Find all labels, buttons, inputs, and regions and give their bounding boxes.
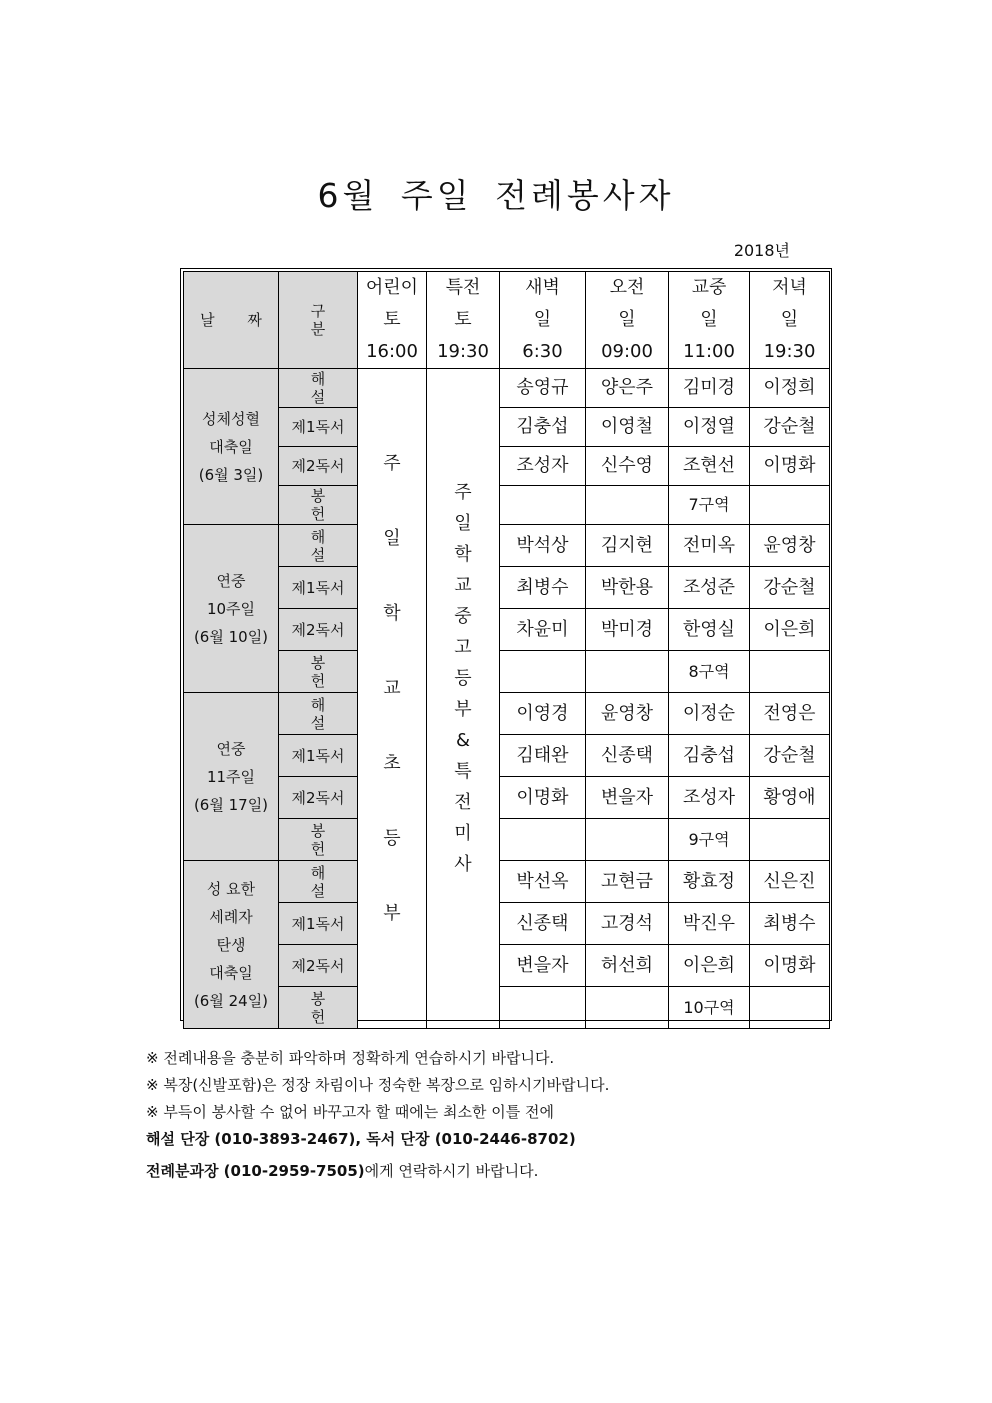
note-3: ※ 부득이 봉사할 수 없어 바꾸고자 할 때에는 최소한 이틀 전에	[146, 1103, 555, 1121]
name-cell: 변을자	[586, 777, 669, 819]
name-cell: 이은희	[669, 945, 750, 987]
name-cell: 조성준	[669, 567, 750, 609]
name-cell: 이명화	[500, 777, 586, 819]
name-cell: 최병수	[750, 903, 830, 945]
name-cell	[500, 486, 586, 525]
name-cell: 이명화	[750, 447, 830, 486]
table-row	[184, 609, 830, 651]
name-cell: 김지현	[586, 525, 669, 567]
date-cell: 성체성혈 대축일 (6월 3일)	[184, 369, 279, 525]
contact-liturgy-head: 전례분과장 (010-2959-7505)	[146, 1162, 365, 1180]
name-cell: 이영경	[500, 693, 586, 735]
table-row	[184, 651, 830, 693]
name-cell	[750, 819, 830, 861]
name-cell	[586, 651, 669, 693]
name-cell: 박석상	[500, 525, 586, 567]
name-cell: 조현선	[669, 447, 750, 486]
name-cell: 조성자	[669, 777, 750, 819]
schedule-table	[183, 271, 830, 1029]
role-cell: 제2독서	[279, 777, 358, 819]
role-cell: 해 설	[279, 861, 358, 903]
name-cell	[750, 987, 830, 1029]
role-cell: 봉 헌	[279, 819, 358, 861]
role-cell: 봉 헌	[279, 486, 358, 525]
name-cell: 이명화	[750, 945, 830, 987]
vertical-children-school: 주 일 학 교 초 등 부	[358, 369, 427, 1029]
name-cell: 한영실	[669, 609, 750, 651]
name-cell: 김충섭	[669, 735, 750, 777]
role-cell: 해 설	[279, 369, 358, 408]
contact-line-2-rest: 에게 연락하시기 바랍니다.	[364, 1162, 539, 1180]
name-cell: 김미경	[669, 369, 750, 408]
role-cell: 해 설	[279, 525, 358, 567]
name-cell: 이은희	[750, 609, 830, 651]
name-cell: 이정순	[669, 693, 750, 735]
name-cell	[586, 486, 669, 525]
name-cell: 이정열	[669, 408, 750, 447]
date-cell: 연중 10주일 (6월 10일)	[184, 525, 279, 693]
name-cell: 이영철	[586, 408, 669, 447]
table-row	[184, 369, 830, 408]
page-title: 6월 주일 전례봉사자	[317, 176, 675, 215]
role-cell: 제1독서	[279, 567, 358, 609]
name-cell: 최병수	[500, 567, 586, 609]
table-row	[184, 693, 830, 735]
header-category: 구 분	[279, 272, 358, 369]
name-cell: 신수영	[586, 447, 669, 486]
table-row	[184, 903, 830, 945]
name-cell: 전영은	[750, 693, 830, 735]
name-cell	[750, 651, 830, 693]
role-cell: 봉 헌	[279, 987, 358, 1029]
header-mass-main: 교중 일 11:00	[669, 272, 750, 369]
name-cell: 강순철	[750, 408, 830, 447]
name-cell: 이정희	[750, 369, 830, 408]
table-row	[184, 987, 830, 1029]
name-cell: 박한용	[586, 567, 669, 609]
vertical-youth-special-mass: 주 일 학 교 중 고 등 부 & 특 전 미 사	[427, 369, 500, 1029]
name-cell: 10구역	[669, 987, 750, 1029]
name-cell: 황영애	[750, 777, 830, 819]
role-cell: 제1독서	[279, 903, 358, 945]
name-cell: 양은주	[586, 369, 669, 408]
notes	[146, 1045, 609, 1185]
name-cell: 강순철	[750, 567, 830, 609]
name-cell: 송영규	[500, 369, 586, 408]
name-cell: 박선옥	[500, 861, 586, 903]
table-row	[184, 486, 830, 525]
name-cell: 윤영창	[750, 525, 830, 567]
header-mass-morning: 오전 일 09:00	[586, 272, 669, 369]
name-cell: 조성자	[500, 447, 586, 486]
note-2: ※ 복장(신발포함)은 정장 차림이나 정숙한 복장으로 임하시기바랍니다.	[146, 1076, 610, 1094]
name-cell: 신은진	[750, 861, 830, 903]
name-cell: 고경석	[586, 903, 669, 945]
table-row	[184, 447, 830, 486]
name-cell: 차윤미	[500, 609, 586, 651]
name-cell: 변을자	[500, 945, 586, 987]
contact-line-2	[146, 1158, 609, 1185]
table-row	[184, 945, 830, 987]
note-1: ※ 전례내용을 충분히 파악하며 정확하게 연습하시기 바랍니다.	[146, 1049, 555, 1067]
role-cell: 제2독서	[279, 447, 358, 486]
header-date: 날 짜	[184, 272, 279, 369]
name-cell	[500, 987, 586, 1029]
name-cell: 박미경	[586, 609, 669, 651]
role-cell: 봉 헌	[279, 651, 358, 693]
header-mass-special: 특전 토 19:30	[427, 272, 500, 369]
table-row	[184, 861, 830, 903]
name-cell	[586, 819, 669, 861]
name-cell: 7구역	[669, 486, 750, 525]
role-cell: 제1독서	[279, 735, 358, 777]
header-mass-evening: 저녁 일 19:30	[750, 272, 830, 369]
date-cell: 연중 11주일 (6월 17일)	[184, 693, 279, 861]
name-cell: 허선희	[586, 945, 669, 987]
role-cell: 제2독서	[279, 609, 358, 651]
name-cell: 김태완	[500, 735, 586, 777]
table-row	[184, 819, 830, 861]
name-cell	[500, 651, 586, 693]
table-row	[184, 735, 830, 777]
name-cell: 고현금	[586, 861, 669, 903]
name-cell: 강순철	[750, 735, 830, 777]
contact-line-1: 해설 단장 (010-3893-2467), 독서 단장 (010-2446-8702)	[146, 1130, 576, 1148]
table-row	[184, 567, 830, 609]
role-cell: 제1독서	[279, 408, 358, 447]
header-mass-children: 어린이 토 16:00	[358, 272, 427, 369]
header-row	[184, 272, 830, 369]
table-row	[184, 408, 830, 447]
name-cell: 박진우	[669, 903, 750, 945]
name-cell: 전미옥	[669, 525, 750, 567]
name-cell: 김충섭	[500, 408, 586, 447]
year-label: 2018년	[733, 241, 790, 260]
role-cell: 제2독서	[279, 945, 358, 987]
date-cell: 성 요한 세례자 탄생 대축일 (6월 24일)	[184, 861, 279, 1029]
name-cell: 신종택	[500, 903, 586, 945]
name-cell	[750, 486, 830, 525]
role-cell: 해 설	[279, 693, 358, 735]
name-cell	[586, 987, 669, 1029]
name-cell: 9구역	[669, 819, 750, 861]
table-row	[184, 777, 830, 819]
name-cell	[500, 819, 586, 861]
name-cell: 윤영창	[586, 693, 669, 735]
name-cell: 황효정	[669, 861, 750, 903]
name-cell: 8구역	[669, 651, 750, 693]
name-cell: 신종택	[586, 735, 669, 777]
schedule-table-frame	[180, 268, 832, 1026]
table-row	[184, 525, 830, 567]
header-mass-dawn: 새벽 일 6:30	[500, 272, 586, 369]
